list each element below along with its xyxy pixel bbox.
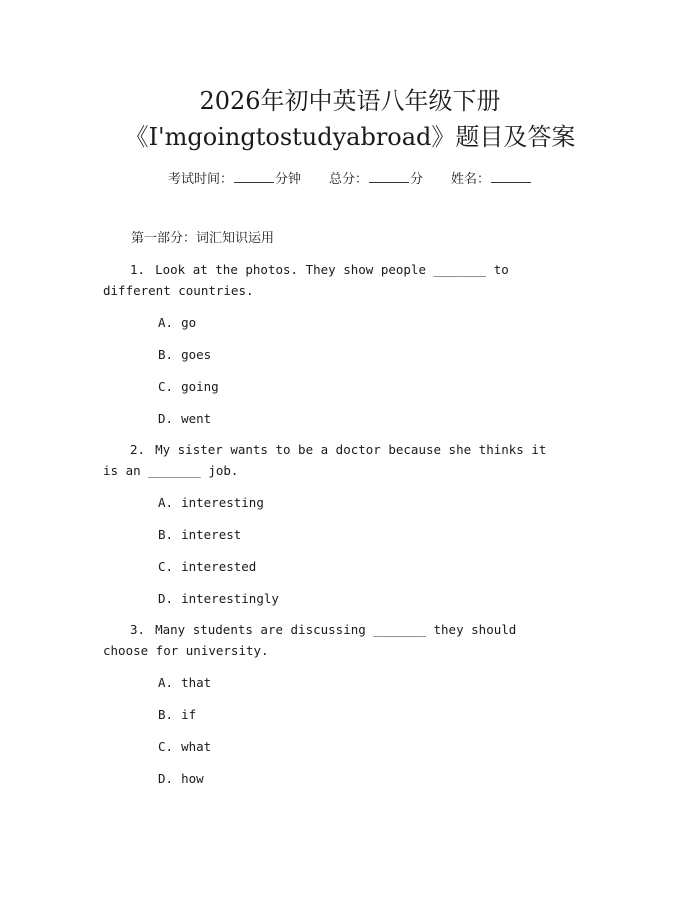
option-text: interested bbox=[181, 559, 257, 574]
option-text: how bbox=[181, 771, 204, 786]
option-letter: C. bbox=[158, 379, 174, 394]
option-letter: A. bbox=[158, 675, 174, 690]
option-text: goes bbox=[181, 347, 212, 362]
option-2b[interactable] bbox=[158, 526, 241, 544]
option-2a[interactable] bbox=[158, 494, 264, 512]
question-number: 2. bbox=[130, 442, 146, 457]
name-blank[interactable] bbox=[491, 170, 531, 183]
option-1c[interactable] bbox=[158, 378, 219, 396]
question-3 bbox=[103, 619, 565, 661]
question-text: My sister wants to be a doctor because she thinks it is an _______ job. bbox=[103, 442, 547, 478]
exam-info bbox=[0, 170, 700, 189]
option-1d[interactable] bbox=[158, 410, 211, 428]
option-text: interesting bbox=[181, 495, 264, 510]
option-2d[interactable] bbox=[158, 590, 279, 608]
question-number: 1. bbox=[130, 262, 146, 277]
page-title-line-2: 《I'mgoingtostudyabroad》题目及答案 bbox=[124, 123, 576, 151]
option-letter: D. bbox=[158, 411, 174, 426]
question-text: Look at the photos. They show people _______ to different countries. bbox=[103, 262, 509, 298]
exam-time-blank[interactable] bbox=[234, 170, 274, 183]
option-text: going bbox=[181, 379, 219, 394]
option-1a[interactable] bbox=[158, 314, 196, 332]
option-3c[interactable] bbox=[158, 738, 211, 756]
option-3a[interactable] bbox=[158, 674, 211, 692]
exam-time-unit: 分钟 bbox=[274, 172, 301, 187]
total-score-label: 总分： bbox=[328, 172, 368, 187]
question-text: Many students are discussing _______ they should choose for university. bbox=[103, 622, 517, 658]
option-letter: B. bbox=[158, 527, 174, 542]
option-letter: C. bbox=[158, 559, 174, 574]
option-text: interestingly bbox=[181, 591, 279, 606]
option-letter: B. bbox=[158, 347, 174, 362]
option-3b[interactable] bbox=[158, 706, 196, 724]
name-label: 姓名： bbox=[451, 172, 491, 187]
question-1 bbox=[103, 259, 565, 301]
option-letter: B. bbox=[158, 707, 174, 722]
option-letter: C. bbox=[158, 739, 174, 754]
option-3d[interactable] bbox=[158, 770, 204, 788]
option-2c[interactable] bbox=[158, 558, 256, 576]
name-field bbox=[451, 170, 532, 189]
total-score-unit: 分 bbox=[410, 172, 424, 187]
page-title-line-1: 2026年初中英语八年级下册 bbox=[199, 87, 501, 115]
option-letter: A. bbox=[158, 495, 174, 510]
total-score-blank[interactable] bbox=[369, 170, 409, 183]
option-text: that bbox=[181, 675, 212, 690]
question-number: 3. bbox=[130, 622, 146, 637]
option-letter: A. bbox=[158, 315, 174, 330]
option-letter: D. bbox=[158, 771, 174, 786]
option-text: went bbox=[181, 411, 212, 426]
option-text: interest bbox=[181, 527, 242, 542]
option-text: what bbox=[181, 739, 212, 754]
exam-time-field bbox=[168, 170, 301, 189]
option-letter: D. bbox=[158, 591, 174, 606]
section-heading: 第一部分：词汇知识运用 bbox=[131, 231, 275, 246]
exam-time-label: 考试时间： bbox=[167, 172, 233, 187]
total-score-field bbox=[329, 170, 423, 189]
option-text: go bbox=[181, 315, 197, 330]
option-text: if bbox=[181, 707, 197, 722]
question-2 bbox=[103, 439, 565, 481]
option-1b[interactable] bbox=[158, 346, 211, 364]
